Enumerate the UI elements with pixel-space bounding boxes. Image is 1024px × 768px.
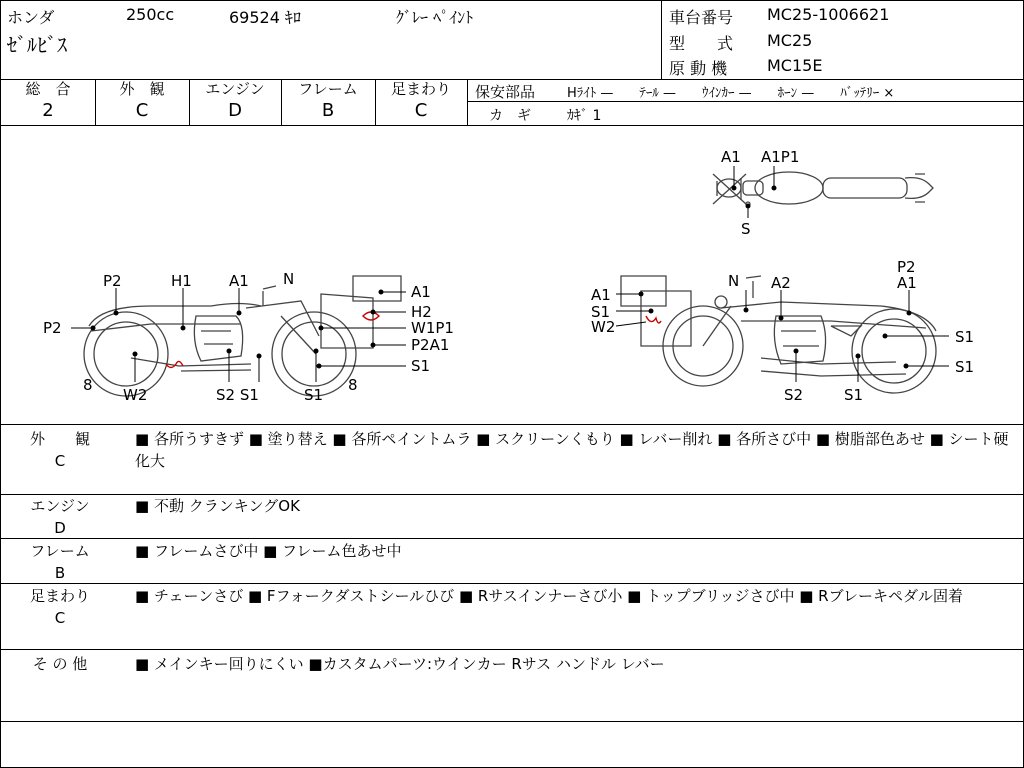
note-cat-frame: フレーム B — [30, 542, 90, 582]
label-right-a1: A1 — [591, 286, 611, 304]
right-w2-mark — [646, 316, 661, 323]
label-right-s2: S2 — [784, 386, 804, 404]
label-left-8-rear: 8 — [83, 376, 93, 394]
label-left-a1-front: A1 — [411, 283, 431, 301]
label-right-a1-rear: A1 — [897, 274, 917, 292]
label-left-a1: A1 — [229, 272, 249, 290]
label-right-n: N — [728, 272, 740, 290]
label-left-8-front: 8 — [348, 376, 358, 394]
safety-divider — [467, 101, 1023, 102]
label-left-s1: S1 — [411, 357, 431, 375]
label-right-a2: A2 — [771, 274, 791, 292]
label-top-s: S — [741, 220, 751, 238]
label-left-h2: H2 — [411, 303, 432, 321]
note-row-frame — [1, 538, 1023, 584]
frame-no-label: 車台番号 — [669, 8, 734, 27]
note-cat-engine: エンジン D — [30, 497, 90, 537]
label-right-p2: P2 — [897, 258, 916, 276]
note-cat-suspension: 足まわり C — [29, 587, 90, 627]
header-divider — [661, 1, 662, 79]
note-text-engine: ■ 不動 クランキングOK — [135, 497, 300, 515]
grade-suspension: 足まわり C — [375, 79, 468, 125]
note-row-engine — [1, 494, 1023, 539]
frame-no: MC25-1006621 — [767, 5, 890, 24]
paint-color: ｸﾞﾚｰ ﾍﾟｲﾝﾄ — [396, 8, 474, 27]
maker: ホンダ — [7, 8, 55, 27]
label-left-p2-rear: P2 — [43, 319, 62, 337]
label-left-n: N — [283, 270, 295, 288]
damage-diagram — [1, 126, 1023, 425]
note-text-other: ■ メインキー回りにくい ■カスタムパーツ:ウインカー Rサス ハンドル レバー — [135, 655, 665, 673]
safety-title: 保安部品 — [475, 83, 536, 101]
key-value: ｶｷﾞ 1 — [567, 108, 602, 124]
note-text-frame: ■ フレームさび中 ■ フレーム色あせ中 — [135, 542, 402, 560]
note-text-exterior: ■ 各所うすきず ■ 塗り替え ■ 各所ペイントムラ ■ スクリーンくもり ■ レバー削れ ■ 各所さび中 ■ 樹脂部色あせ ■ シート硬化大 — [135, 430, 1009, 470]
label-left-p2: P2 — [103, 272, 122, 290]
grade-exterior: 外 観 C — [95, 79, 190, 125]
note-row-suspension — [1, 583, 1023, 650]
model-name: ｾﾞﾙﾋﾞｽ — [7, 33, 67, 57]
label-right-s1-lower: S1 — [955, 358, 975, 376]
note-text-suspension: ■ チェーンさび ■ Fフォークダストシールひび ■ Rサスインナーさび小 ■ トップブリッジさび中 ■ Rブレーキペダル固着 — [135, 587, 964, 605]
key-label: カ ギ — [489, 108, 531, 124]
label-left-w1p1: W1P1 — [411, 319, 454, 337]
label-right-w2: W2 — [591, 318, 616, 336]
type-label: 型 式 — [669, 34, 734, 53]
label-right-s1-bottom: S1 — [844, 386, 864, 404]
label-right-s1-upper: S1 — [955, 328, 975, 346]
label-left-w2: W2 — [123, 386, 148, 404]
label-left-s2s1: S2 S1 — [216, 386, 259, 404]
bike-diagram-svg — [1, 126, 1023, 424]
note-cat-exterior: 外 観 C — [29, 430, 90, 470]
label-right-s1: S1 — [591, 303, 611, 321]
grade-frame: フレーム B — [281, 79, 376, 125]
grade-row — [1, 79, 1023, 126]
label-left-h1: H1 — [171, 272, 192, 290]
top-view-bike — [713, 172, 933, 206]
mileage: 69524 ｷﾛ — [229, 8, 301, 27]
note-cat-other: そ の 他 — [32, 655, 88, 673]
label-left-s1-bottom: S1 — [304, 386, 324, 404]
label-top-a1: A1 — [721, 148, 741, 166]
label-top-a1p1: A1P1 — [761, 148, 800, 166]
header — [1, 1, 1023, 80]
safety-items: Hﾗｲﾄ — ﾃｰﾙ — ｳｲﾝｶｰ — ﾎｰﾝ — ﾊﾞｯﾃﾘｰ × — [567, 86, 895, 101]
displacement: 250cc — [126, 5, 175, 24]
grade-engine: エンジン D — [189, 79, 282, 125]
grade-overall: 総 合 2 — [1, 79, 96, 125]
note-row-exterior — [1, 425, 1023, 495]
engine-value: MC15E — [767, 56, 823, 75]
type-value: MC25 — [767, 31, 813, 50]
engine-label: 原 動 機 — [669, 59, 728, 78]
note-row-other — [1, 649, 1023, 722]
right-view-bike — [621, 276, 936, 393]
label-left-p2a1: P2A1 — [411, 336, 450, 354]
